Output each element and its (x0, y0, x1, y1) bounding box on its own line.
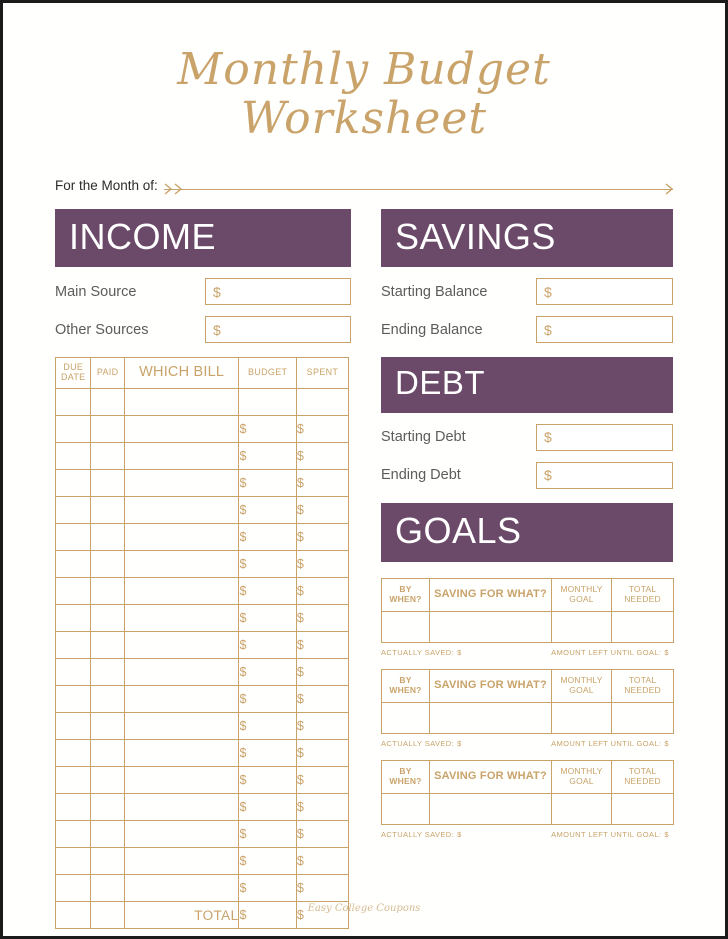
goal-footer (381, 830, 673, 839)
goal-cell-by-when[interactable] (382, 702, 430, 733)
cell-due-date[interactable] (56, 497, 91, 524)
cell-budget[interactable]: $ (239, 524, 296, 551)
cell-budget[interactable]: $ (239, 632, 296, 659)
cell-which-bill[interactable] (124, 578, 239, 605)
table-row[interactable] (56, 686, 349, 713)
cell-due-date[interactable] (56, 686, 91, 713)
cell-spent[interactable]: $ (296, 659, 348, 686)
cell-due-date[interactable] (56, 389, 91, 416)
goal-cell-total[interactable] (612, 702, 674, 733)
goal-cell-monthly[interactable] (552, 611, 612, 642)
savings-ending-input[interactable]: $ (536, 316, 673, 343)
goal-amount-left-value[interactable]: $ (664, 829, 669, 839)
cell-which-bill[interactable] (124, 848, 239, 875)
table-row[interactable] (56, 821, 349, 848)
goal-actually-saved-amount[interactable]: $ (457, 738, 462, 748)
goal-block (381, 578, 674, 643)
footer-brand: Easy College Coupons (307, 903, 421, 914)
cell-due-date[interactable] (56, 821, 91, 848)
table-row[interactable] (56, 389, 349, 416)
goal-header-row (382, 578, 674, 611)
cell-budget[interactable]: $ (239, 443, 296, 470)
table-row[interactable] (56, 848, 349, 875)
arrow-left-second-icon (174, 183, 184, 195)
goal-header-saving-for-what: SAVING FOR WHAT? (430, 669, 552, 702)
table-row[interactable] (56, 470, 349, 497)
table-row[interactable] (56, 578, 349, 605)
cell-which-bill[interactable] (124, 713, 239, 740)
debt-ending-row (381, 462, 673, 489)
cell-due-date[interactable] (56, 578, 91, 605)
goal-entry-row[interactable] (382, 611, 674, 642)
cell-due-date[interactable] (56, 767, 91, 794)
cell-spent[interactable]: $ (296, 551, 348, 578)
cell-which-bill[interactable] (124, 821, 239, 848)
cell-paid[interactable] (91, 443, 124, 470)
cell-spent[interactable]: $ (296, 632, 348, 659)
goal-actually-saved: ACTUALLY SAVED: $ (381, 829, 462, 839)
cell-spent[interactable]: $ (296, 578, 348, 605)
arrow-left-icon (164, 183, 174, 195)
cell-which-bill[interactable] (124, 767, 239, 794)
cell-which-bill[interactable] (124, 659, 239, 686)
cell-budget[interactable]: $ (239, 848, 296, 875)
goal-block (381, 669, 674, 734)
table-row[interactable] (56, 551, 349, 578)
goal-actually-saved-amount[interactable]: $ (457, 647, 462, 657)
goal-amount-left-value[interactable]: $ (664, 647, 669, 657)
cell-due-date[interactable] (56, 794, 91, 821)
cell-which-bill[interactable] (124, 497, 239, 524)
month-write-line[interactable] (164, 183, 673, 195)
table-row[interactable] (56, 605, 349, 632)
savings-ending-row (381, 316, 673, 343)
cell-paid[interactable] (91, 497, 124, 524)
goal-header-total-needed: TOTAL NEEDED (612, 760, 674, 793)
goal-amount-left-value[interactable]: $ (664, 738, 669, 748)
table-row[interactable] (56, 443, 349, 470)
income-other-sources-input[interactable]: $ (205, 316, 351, 343)
cell-budget[interactable]: $ (239, 578, 296, 605)
debt-heading: DEBT (381, 357, 673, 413)
cell-spent[interactable]: $ (296, 875, 348, 902)
cell-paid[interactable] (91, 821, 124, 848)
income-heading: INCOME (55, 209, 351, 268)
cell-spent[interactable]: $ (296, 416, 348, 443)
goal-amount-left: AMOUNT LEFT UNTIL GOAL: $ (551, 738, 669, 748)
cell-paid[interactable] (91, 848, 124, 875)
goal-header-saving-for-what: SAVING FOR WHAT? (430, 578, 552, 611)
goal-actually-saved: ACTUALLY SAVED: $ (381, 647, 462, 657)
goal-header-saving-for-what: SAVING FOR WHAT? (430, 760, 552, 793)
goal-header-by-when: BY WHEN? (382, 669, 430, 702)
cell-which-bill[interactable] (124, 605, 239, 632)
cell-which-bill[interactable] (124, 551, 239, 578)
income-other-sources-row (55, 316, 351, 343)
cell-spent[interactable]: $ (296, 686, 348, 713)
cell-paid[interactable] (91, 767, 124, 794)
cell-paid[interactable] (91, 578, 124, 605)
cell-budget[interactable]: $ (239, 821, 296, 848)
goal-header-monthly-goal: MONTHLY GOAL (552, 760, 612, 793)
cell-paid[interactable] (91, 605, 124, 632)
goal-header-row (382, 760, 674, 793)
goal-cell-what[interactable] (430, 611, 552, 642)
cell-budget[interactable] (239, 389, 296, 416)
cell-spent[interactable] (296, 389, 348, 416)
cell-spent[interactable]: $ (296, 767, 348, 794)
cell-which-bill[interactable] (124, 470, 239, 497)
income-main-source-row (55, 278, 351, 305)
goal-actually-saved: ACTUALLY SAVED: $ (381, 738, 462, 748)
cell-due-date[interactable] (56, 605, 91, 632)
month-label: For the Month of: (55, 177, 158, 193)
goal-header-monthly-goal: MONTHLY GOAL (552, 669, 612, 702)
cell-total-spent[interactable]: $ (296, 902, 348, 929)
cell-budget[interactable]: $ (239, 470, 296, 497)
cell-due-date[interactable] (56, 875, 91, 902)
cell-spent[interactable]: $ (296, 848, 348, 875)
debt-ending-input[interactable]: $ (536, 462, 673, 489)
month-row (55, 178, 673, 195)
bills-header-due-date (56, 358, 91, 389)
goal-entry-row[interactable] (382, 702, 674, 733)
goal-cell-monthly[interactable] (552, 793, 612, 824)
due-line-1: DUE (63, 362, 84, 373)
debt-starting-row (381, 424, 673, 451)
income-main-source-input[interactable]: $ (205, 278, 351, 305)
cell-due-date[interactable] (56, 659, 91, 686)
cell-spent[interactable]: $ (296, 821, 348, 848)
cell-which-bill[interactable] (124, 524, 239, 551)
savings-starting-row (381, 278, 673, 305)
cell-spent[interactable]: $ (296, 740, 348, 767)
page-title: Monthly Budget Worksheet (177, 44, 551, 145)
table-row[interactable] (56, 632, 349, 659)
goal-cell-total[interactable] (612, 611, 674, 642)
goal-cell-by-when[interactable] (382, 793, 430, 824)
cell-budget[interactable]: $ (239, 497, 296, 524)
goal-block (381, 760, 674, 825)
goal-cell-monthly[interactable] (552, 702, 612, 733)
debt-starting-input[interactable]: $ (536, 424, 673, 451)
cell-due-date[interactable] (56, 416, 91, 443)
bills-header-which-bill: WHICH BILL (124, 358, 239, 389)
cell-paid[interactable] (91, 470, 124, 497)
cell-total-budget[interactable]: $ (239, 902, 296, 929)
right-column (381, 209, 673, 930)
cell-spent[interactable]: $ (296, 443, 348, 470)
cell-paid[interactable] (91, 794, 124, 821)
table-row[interactable] (56, 794, 349, 821)
goal-amount-left: AMOUNT LEFT UNTIL GOAL: $ (551, 829, 669, 839)
table-row[interactable] (56, 713, 349, 740)
savings-starting-input[interactable]: $ (536, 278, 673, 305)
cell-paid[interactable] (91, 389, 124, 416)
table-row[interactable] (56, 740, 349, 767)
goal-header-by-when: BY WHEN? (382, 578, 430, 611)
goal-amount-left: AMOUNT LEFT UNTIL GOAL: $ (551, 647, 669, 657)
cell-budget[interactable]: $ (239, 713, 296, 740)
cell-spent[interactable]: $ (296, 794, 348, 821)
cell-paid[interactable] (91, 659, 124, 686)
cell-which-bill[interactable] (124, 794, 239, 821)
goal-actually-saved-amount[interactable]: $ (457, 829, 462, 839)
bills-table (55, 357, 349, 929)
cell-due-date[interactable] (56, 848, 91, 875)
goal-cell-what[interactable] (430, 793, 552, 824)
bills-header-spent: SPENT (296, 358, 348, 389)
cell-paid[interactable] (91, 713, 124, 740)
cell-due-date[interactable] (56, 740, 91, 767)
cell-paid[interactable] (91, 686, 124, 713)
bills-body (56, 389, 349, 929)
cell-which-bill[interactable] (124, 389, 239, 416)
total-label: TOTAL (124, 902, 239, 929)
goal-header-monthly-goal: MONTHLY GOAL (552, 578, 612, 611)
cell-budget[interactable]: $ (239, 416, 296, 443)
cell-due-date[interactable] (56, 524, 91, 551)
cell-paid[interactable] (91, 740, 124, 767)
goal-header-by-when: BY WHEN? (382, 760, 430, 793)
cell-paid[interactable] (91, 875, 124, 902)
goal-cell-total[interactable] (612, 793, 674, 824)
cell-budget[interactable]: $ (239, 794, 296, 821)
cell-due-date[interactable] (56, 551, 91, 578)
cell-paid[interactable] (91, 524, 124, 551)
debt-starting-label: Starting Debt (381, 429, 466, 446)
due-line-2: DATE (60, 372, 86, 383)
goal-header-total-needed: TOTAL NEEDED (612, 578, 674, 611)
savings-starting-label: Starting Balance (381, 283, 488, 300)
table-row[interactable] (56, 767, 349, 794)
table-row[interactable] (56, 416, 349, 443)
goal-header-row (382, 669, 674, 702)
cell-spent[interactable]: $ (296, 470, 348, 497)
cell-budget[interactable]: $ (239, 686, 296, 713)
cell-budget[interactable]: $ (239, 605, 296, 632)
cell-budget[interactable]: $ (239, 551, 296, 578)
cell-which-bill[interactable] (124, 686, 239, 713)
cell-paid[interactable] (91, 551, 124, 578)
income-other-sources-label: Other Sources (55, 321, 149, 338)
cell-budget[interactable]: $ (239, 659, 296, 686)
debt-ending-label: Ending Debt (381, 467, 461, 484)
bills-header-budget: BUDGET (239, 358, 296, 389)
cell-budget[interactable]: $ (239, 875, 296, 902)
cell-which-bill[interactable] (124, 875, 239, 902)
cell-due-date[interactable] (56, 443, 91, 470)
cell-due-date[interactable] (56, 470, 91, 497)
cell-paid[interactable] (91, 632, 124, 659)
savings-ending-label: Ending Balance (381, 321, 483, 338)
bills-header-paid: PAID (91, 358, 124, 389)
cell-which-bill[interactable] (124, 632, 239, 659)
arrow-right-icon (663, 183, 673, 195)
goals-blocks (381, 578, 673, 839)
income-column (55, 209, 351, 930)
cell-due-date[interactable] (56, 713, 91, 740)
cell-spent[interactable]: $ (296, 713, 348, 740)
table-row[interactable] (56, 875, 349, 902)
cell-spent[interactable]: $ (296, 497, 348, 524)
cell-which-bill[interactable] (124, 443, 239, 470)
cell-spent[interactable]: $ (296, 605, 348, 632)
goal-cell-what[interactable] (430, 702, 552, 733)
cell-spent[interactable]: $ (296, 524, 348, 551)
savings-heading: SAVINGS (381, 209, 673, 268)
income-main-source-label: Main Source (55, 283, 137, 300)
table-row[interactable] (56, 524, 349, 551)
cell-paid[interactable] (91, 416, 124, 443)
goal-header-total-needed: TOTAL NEEDED (612, 669, 674, 702)
goal-footer (381, 648, 673, 657)
table-row[interactable] (56, 497, 349, 524)
cell-budget[interactable]: $ (239, 740, 296, 767)
goal-entry-row[interactable] (382, 793, 674, 824)
goal-footer (381, 739, 673, 748)
goals-heading: GOALS (381, 503, 673, 562)
cell-due-date[interactable] (56, 632, 91, 659)
cell-budget[interactable]: $ (239, 767, 296, 794)
goal-cell-by-when[interactable] (382, 611, 430, 642)
cell-which-bill[interactable] (124, 740, 239, 767)
bills-header-row (56, 358, 349, 389)
month-line (164, 189, 673, 191)
table-row[interactable] (56, 659, 349, 686)
cell-which-bill[interactable] (124, 416, 239, 443)
